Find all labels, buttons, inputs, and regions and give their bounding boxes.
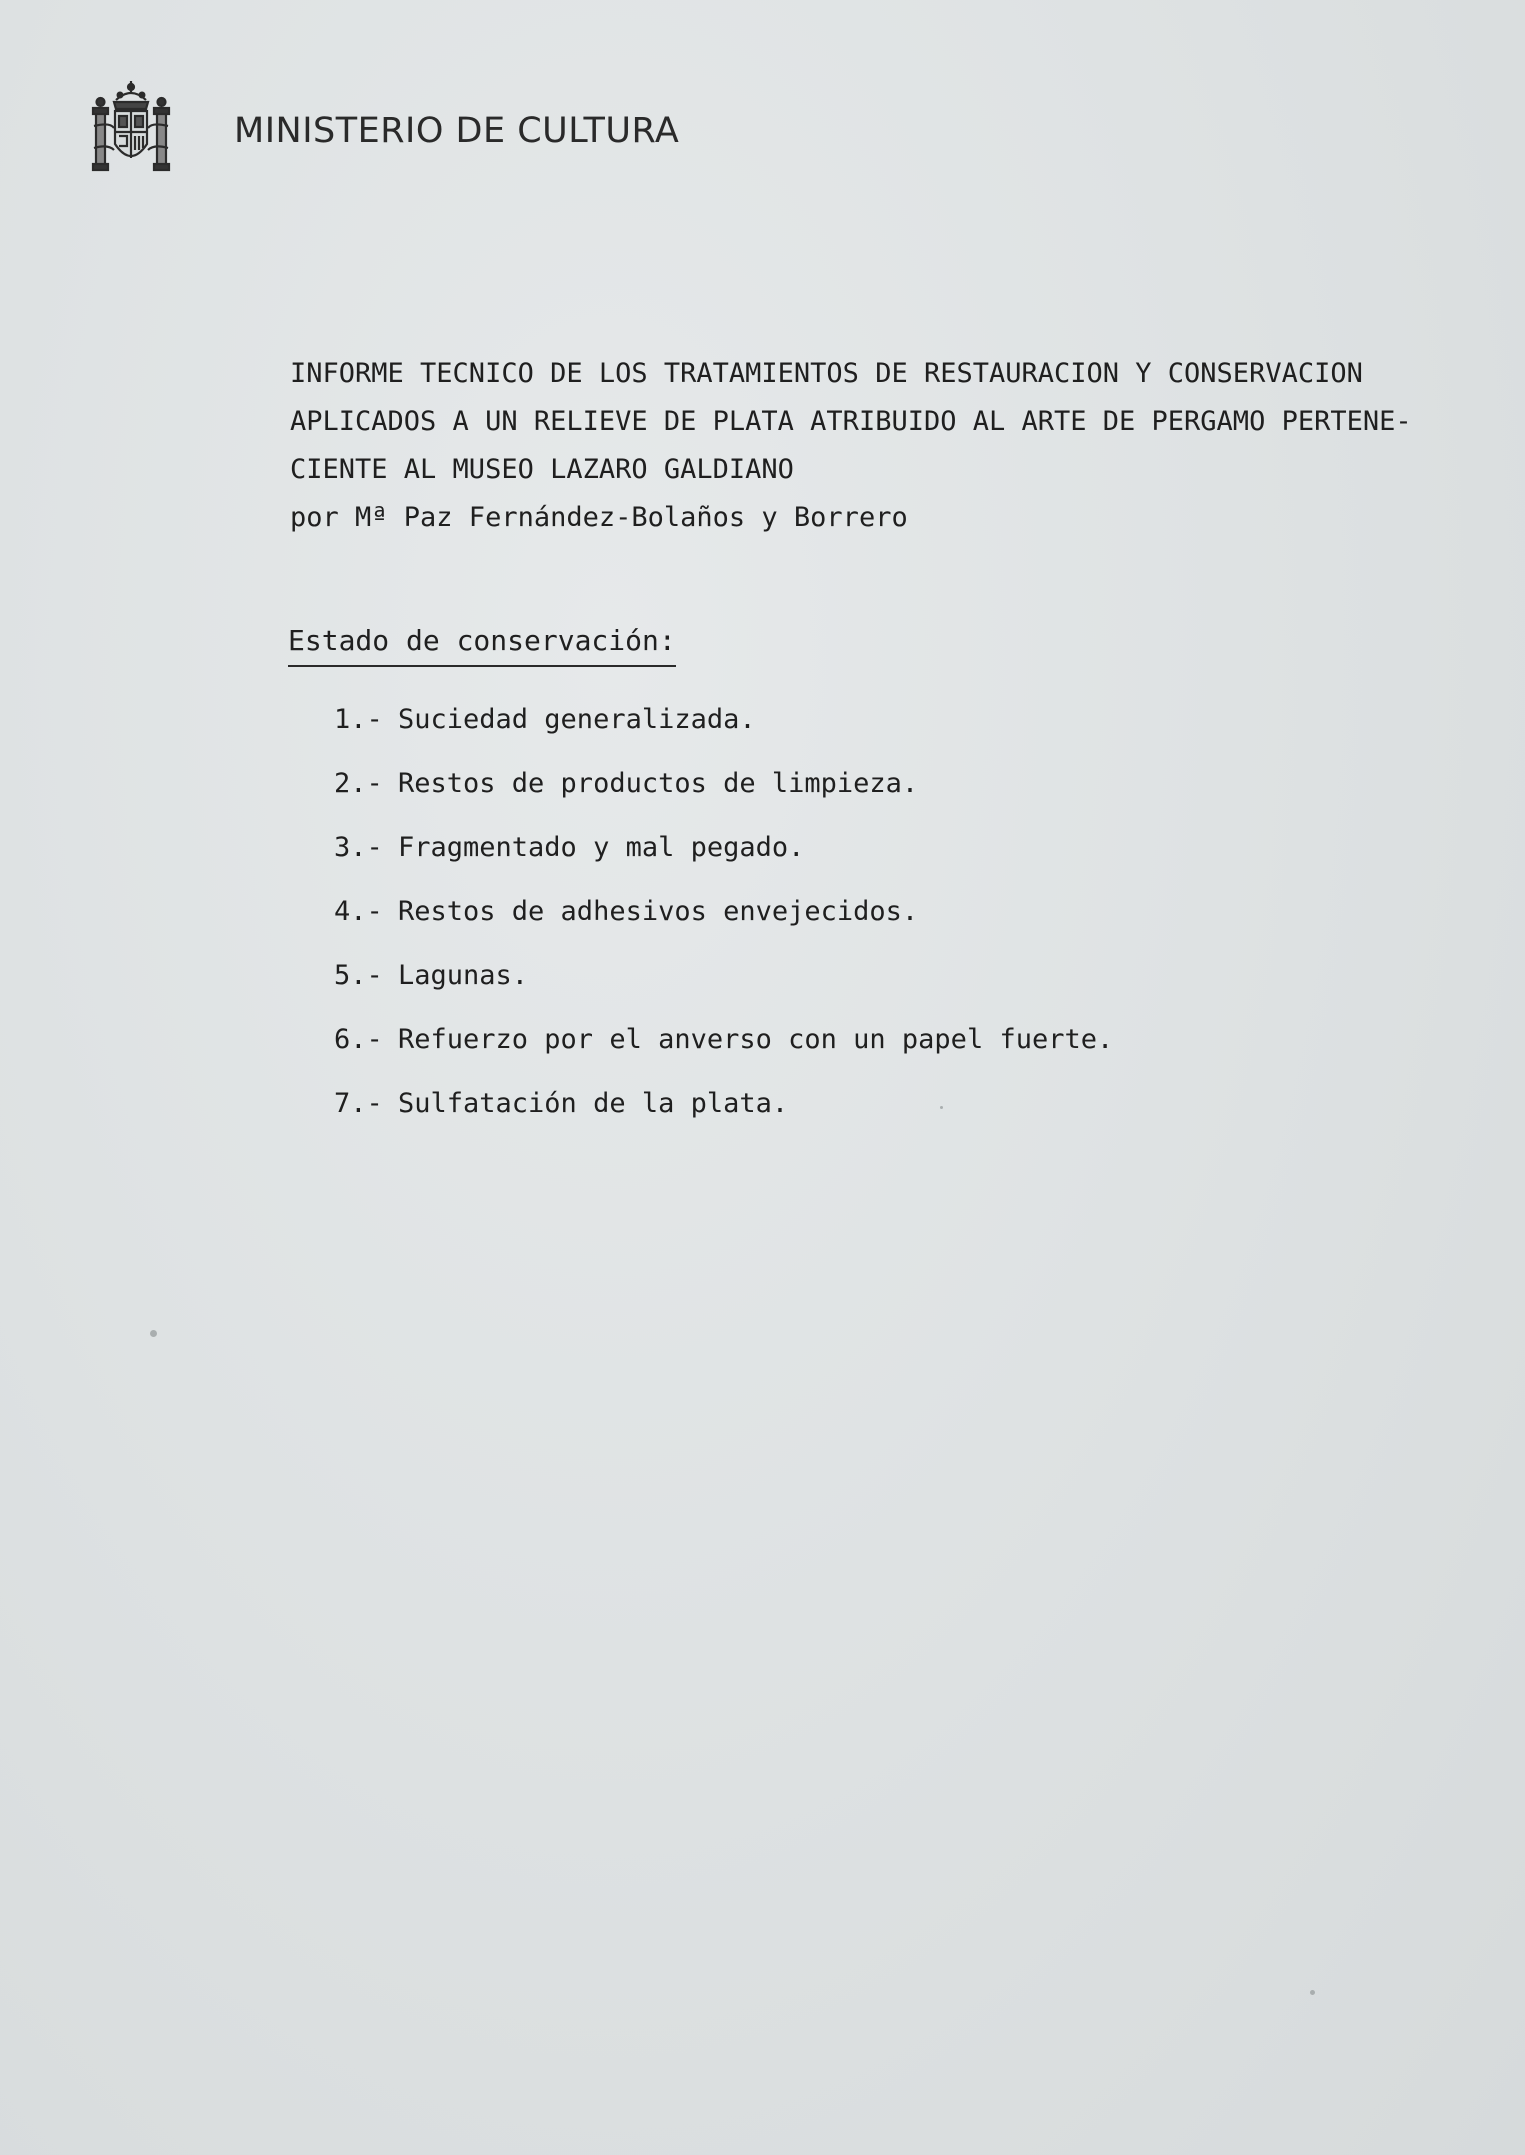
report-author: por Mª Paz Fernández-Bolaños y Borrero: [290, 502, 908, 533]
list-item-number: 2.-: [334, 768, 383, 799]
list-item-number: 4.-: [334, 896, 383, 927]
list-item: [334, 1016, 1113, 1080]
list-item-number: 6.-: [334, 1024, 383, 1055]
letterhead: [90, 78, 679, 178]
list-item: [334, 1080, 1113, 1144]
report-title-block: [290, 350, 1430, 542]
report-title-line: INFORME TECNICO DE LOS TRATAMIENTOS DE RESTAURACION Y CONSERVACION: [290, 358, 1363, 389]
list-item-text: Sulfatación de la plata.: [398, 1088, 789, 1119]
list-item: [334, 696, 1113, 760]
paper-speck: [1310, 1990, 1315, 1995]
list-item-number: 7.-: [334, 1088, 383, 1119]
list-item-text: Suciedad generalizada.: [398, 704, 756, 735]
report-title-line: APLICADOS A UN RELIEVE DE PLATA ATRIBUIDO AL ARTE DE PERGAMO PERTENE-: [290, 406, 1412, 437]
list-item-number: 3.-: [334, 832, 383, 863]
coat-of-arms-icon: [90, 78, 172, 178]
paper-speck: [150, 1330, 157, 1337]
list-item: [334, 760, 1113, 824]
report-title-line: CIENTE AL MUSEO LAZARO GALDIANO: [290, 454, 794, 485]
list-item: [334, 888, 1113, 952]
section-heading: Estado de conservación:: [288, 619, 676, 667]
list-item: [334, 824, 1113, 888]
list-item-number: 1.-: [334, 704, 383, 735]
list-item-text: Refuerzo por el anverso con un papel fuerte.: [398, 1024, 1114, 1055]
list-item-text: Restos de productos de limpieza.: [398, 768, 919, 799]
conservation-list: [334, 696, 1113, 1144]
list-item: [334, 952, 1113, 1016]
list-item-number: 5.-: [334, 960, 383, 991]
ministry-name: MINISTERIO DE CULTURA: [234, 111, 680, 151]
list-item-text: Lagunas.: [398, 960, 529, 991]
list-item-text: Fragmentado y mal pegado.: [398, 832, 805, 863]
list-item-text: Restos de adhesivos envejecidos.: [398, 896, 919, 927]
